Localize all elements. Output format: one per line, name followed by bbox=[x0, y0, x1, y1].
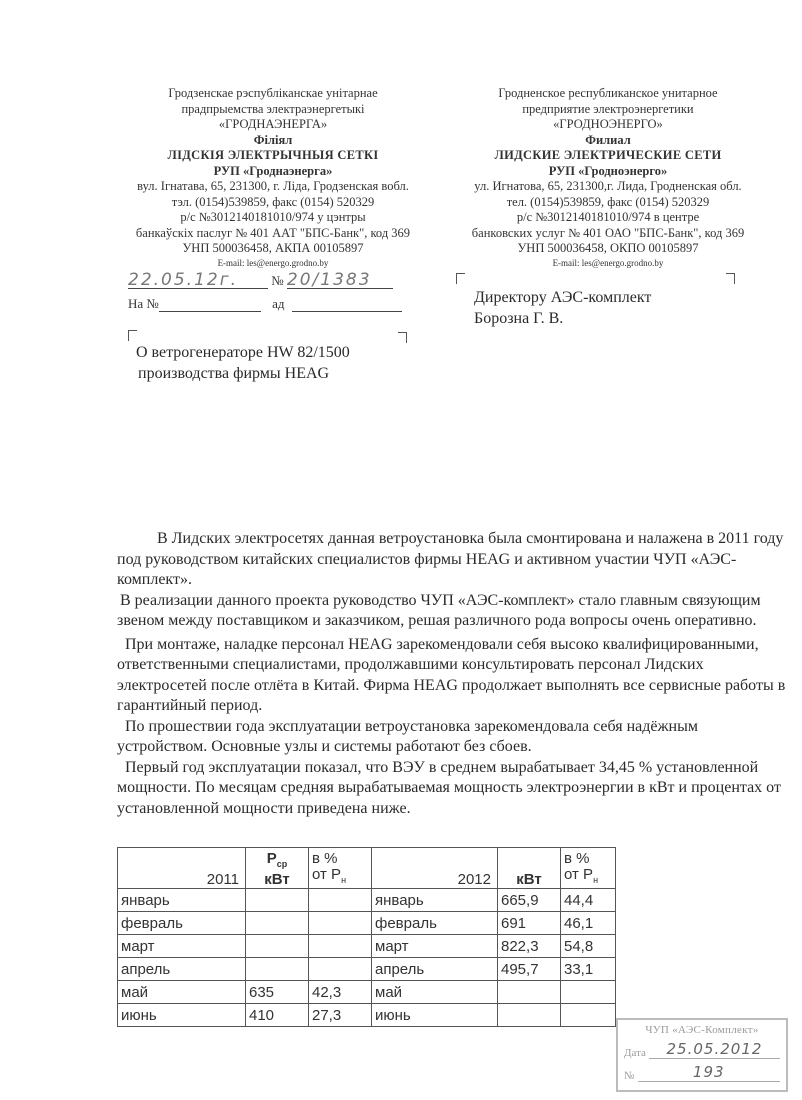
bank: банковских услуг № 401 ОАО "БПС-Банк", код 369 bbox=[471, 225, 745, 240]
addressee-corner-mark bbox=[726, 273, 735, 284]
month-cell: апрель bbox=[372, 958, 498, 981]
monthly-power-table bbox=[117, 847, 616, 1027]
kw-cell: 410 bbox=[246, 1004, 309, 1027]
ref-number-field bbox=[159, 293, 261, 312]
org-line: прадпрыемства электраэнергетыкі bbox=[181, 101, 365, 116]
power-header: кВт bbox=[498, 848, 561, 889]
addressee-title: Директору АЭС-комплект bbox=[474, 289, 652, 306]
month-cell: февраль bbox=[372, 912, 498, 935]
pct-cell: 42,3 bbox=[309, 981, 372, 1004]
paragraph: При монтаже, наладке персонал HEAG зарекомендовали себя высоко квалифицированными, ответственными специалистами, продолжавшими консультировать персонал Лидских электросетей после отлёта в Китай. Фирма HEAG продолжает выполнять все сервисные работы в гарантийный период. bbox=[117, 635, 786, 714]
stamp-number: 193 bbox=[638, 1063, 781, 1082]
table-row bbox=[118, 935, 616, 958]
org-line: Гродненское республиканское унитарное bbox=[498, 86, 718, 100]
pct-cell bbox=[561, 1004, 616, 1027]
branch-name: ЛІДСКІЯ ЭЛЕКТРЫЧНЫЯ СЕТКІ bbox=[167, 148, 379, 162]
month-cell: март bbox=[372, 935, 498, 958]
ids: УНП 500036458, АКПА 00105897 bbox=[182, 241, 364, 255]
pct-cell: 54,8 bbox=[561, 935, 616, 958]
letterhead-belarusian bbox=[118, 86, 428, 269]
rup-name: РУП «Гроднаэнерга» bbox=[213, 163, 333, 178]
stamp-number-label: № bbox=[624, 1070, 635, 1082]
month-cell: июнь bbox=[372, 1004, 498, 1027]
subject-corner-mark bbox=[398, 332, 407, 343]
kw-cell: 635 bbox=[246, 981, 309, 1004]
org-line: Гродзенскае рэспубліканскае унітарнае bbox=[168, 86, 378, 100]
outgoing-date-field bbox=[128, 270, 268, 289]
month-cell: январь bbox=[372, 889, 498, 912]
org-line: «ГРОДНАЭНЕРГА» bbox=[218, 117, 328, 131]
pct-cell bbox=[309, 912, 372, 935]
pct-cell: 33,1 bbox=[561, 958, 616, 981]
account: р/с №3012140181010/974 в центре bbox=[516, 210, 700, 224]
table-row bbox=[118, 1004, 616, 1027]
ref-from-label: ад bbox=[272, 296, 285, 311]
ref-label: На № bbox=[128, 296, 159, 311]
kw-cell bbox=[246, 935, 309, 958]
number-label: № bbox=[271, 273, 284, 288]
branch-label: Філіял bbox=[253, 132, 293, 147]
org-line: предприятие электроэнергетики bbox=[522, 101, 694, 116]
percent-header: в % от $P_н$ bbox=[309, 848, 372, 889]
letter-body bbox=[117, 529, 787, 819]
kw-cell: 665,9 bbox=[498, 889, 561, 912]
ref-date-field bbox=[292, 293, 402, 312]
subject-corner-mark bbox=[128, 330, 137, 341]
kw-cell bbox=[246, 958, 309, 981]
addressee bbox=[474, 287, 651, 329]
pct-cell: 27,3 bbox=[309, 1004, 372, 1027]
incoming-stamp bbox=[616, 1018, 788, 1092]
phone: тэл. (0154)539859, факс (0154) 520329 bbox=[171, 194, 375, 209]
kw-cell: 495,7 bbox=[498, 958, 561, 981]
stamp-org: ЧУП «АЭС-Комплект» bbox=[645, 1024, 759, 1036]
outgoing-date: 22.05.12г. bbox=[128, 270, 239, 290]
kw-cell bbox=[498, 1004, 561, 1027]
year-2011-header: 2011 bbox=[118, 848, 246, 889]
reference-line bbox=[128, 293, 402, 312]
subject-line: О ветрогенераторе HW 82/1500 bbox=[136, 344, 350, 361]
month-cell: апрель bbox=[118, 958, 246, 981]
email: E-mail: les@energo.grodno.by bbox=[217, 257, 329, 268]
stamp-date-row bbox=[624, 1040, 780, 1059]
pct-cell bbox=[561, 981, 616, 1004]
paragraph: В реализации данного проекта руководство ЧУП «АЭС-комплект» стало главным связующим звеном между поставщиком и заказчиком, решая различного рода вопросы очень оперативно. bbox=[117, 591, 761, 629]
month-cell: июнь bbox=[118, 1004, 246, 1027]
month-cell: май bbox=[372, 981, 498, 1004]
outgoing-number: 20/1383 bbox=[286, 270, 372, 290]
branch-label: Филиал bbox=[585, 132, 631, 147]
rup-name: РУП «Гродноэнерго» bbox=[548, 163, 668, 178]
month-cell: февраль bbox=[118, 912, 246, 935]
percent-header: в % от $P_н$ bbox=[561, 848, 616, 889]
pct-cell bbox=[309, 889, 372, 912]
year-2012-header: 2012 bbox=[372, 848, 498, 889]
addressee-name: Борозна Г. В. bbox=[474, 310, 564, 327]
email: E-mail: les@energo.grodno.by bbox=[552, 257, 664, 268]
kw-cell bbox=[246, 912, 309, 935]
paragraph: В Лидских электросетях данная ветроустановка была смонтирована и налажена в 2011 году под руководством китайских специалистов фирмы HEAG и активном участии ЧУП «АЭС-комплект». bbox=[117, 530, 784, 588]
addressee-corner-mark bbox=[456, 273, 465, 284]
kw-cell bbox=[246, 889, 309, 912]
month-cell: май bbox=[118, 981, 246, 1004]
bank: банкаўскіх паслуг № 401 ААТ "БПС-Банк", код 369 bbox=[135, 225, 411, 240]
table-row bbox=[118, 912, 616, 935]
kw-cell bbox=[498, 981, 561, 1004]
kw-cell: 822,3 bbox=[498, 935, 561, 958]
registration-date-line bbox=[128, 270, 393, 289]
letterhead-russian bbox=[448, 86, 768, 269]
stamp-date: 25.05.2012 bbox=[649, 1040, 780, 1059]
address: ул. Игнатова, 65, 231300,г. Лида, Гродненская обл. bbox=[474, 179, 742, 193]
account: р/с №3012140181010/974 у цэнтры bbox=[180, 210, 366, 224]
paragraph: Первый год эксплуатации показал, что ВЭУ в среднем вырабатывает 34,45 % установленной мощности. По месяцам средняя вырабатываемая мощность электроэнергии в кВт и процентах от установленной мощности приведена ниже. bbox=[117, 758, 781, 817]
branch-name: ЛИДСКИЕ ЭЛЕКТРИЧЕСКИЕ СЕТИ bbox=[494, 148, 722, 162]
stamp-number-row bbox=[624, 1063, 780, 1082]
subject bbox=[136, 342, 350, 384]
address: вул. Ігнатава, 65, 231300, г. Ліда, Гродзенская вобл. bbox=[137, 179, 409, 193]
pct-cell: 44,4 bbox=[561, 889, 616, 912]
stamp-date-label: Дата bbox=[624, 1047, 646, 1059]
month-cell: март bbox=[118, 935, 246, 958]
avg-power-header: $P_{ср}$ кВт bbox=[246, 848, 309, 889]
org-line: «ГРОДНОЭНЕРГО» bbox=[553, 117, 663, 131]
outgoing-number-field bbox=[287, 270, 393, 289]
pct-cell bbox=[309, 958, 372, 981]
phone: тел. (0154)539859, факс (0154) 520329 bbox=[506, 194, 710, 209]
paragraph: По прошествии года эксплуатации ветроустановка зарекомендовала себя надёжным устройством. Основные узлы и системы работают без сбоев. bbox=[117, 717, 698, 755]
table-row bbox=[118, 889, 616, 912]
pct-cell bbox=[309, 935, 372, 958]
pct-cell: 46,1 bbox=[561, 912, 616, 935]
table-row bbox=[118, 981, 616, 1004]
ids: УНП 500036458, ОКПО 00105897 bbox=[517, 241, 699, 255]
subject-line: производства фирмы HEAG bbox=[138, 365, 330, 382]
kw-cell: 691 bbox=[498, 912, 561, 935]
table-row bbox=[118, 958, 616, 981]
month-cell: январь bbox=[118, 889, 246, 912]
table-header-row bbox=[118, 848, 616, 889]
